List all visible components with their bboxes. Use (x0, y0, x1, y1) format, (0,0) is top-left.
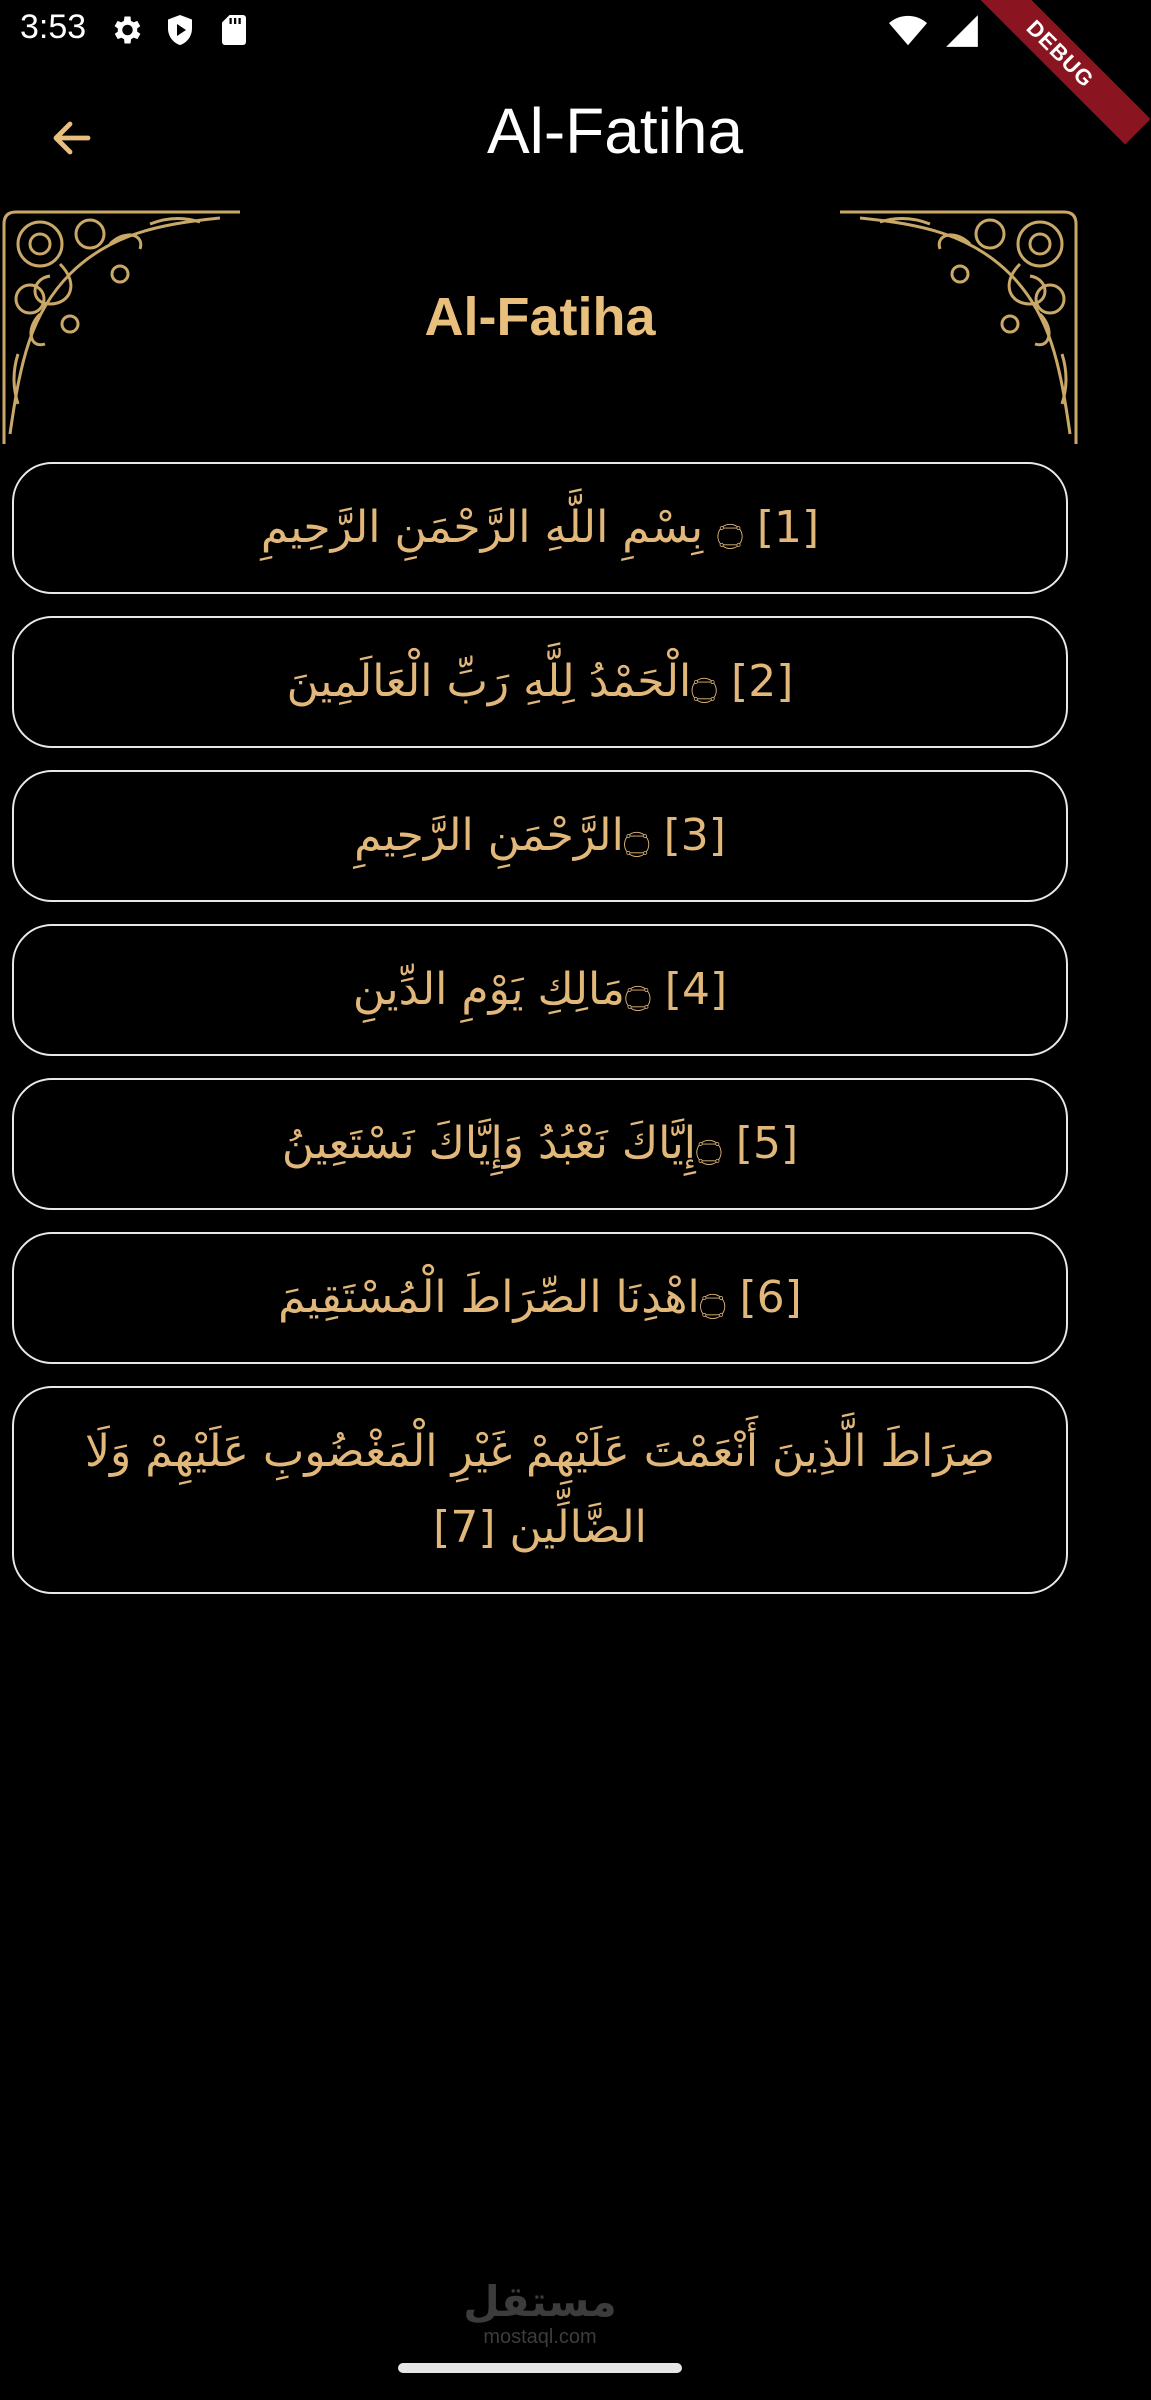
ayah-card-7[interactable] (12, 1386, 1068, 1594)
ayah-text: [1] ۝ بِسْمِ اللَّهِ الرَّحْمَنِ الرَّحِيمِ (260, 502, 820, 553)
ayah-card-4[interactable] (12, 924, 1068, 1056)
ayah-text: [5] ۝إِيَّاكَ نَعْبُدُ وَإِيَّاكَ نَسْتَعِينُ (281, 1118, 799, 1169)
settings-icon (108, 12, 144, 52)
watermark-logo: مستقل (463, 2277, 617, 2326)
ayah-card-1[interactable] (12, 462, 1068, 594)
ayah-text: [6] ۝اهْدِنَا الصِّرَاطَ الْمُسْتَقِيمَ (278, 1272, 802, 1323)
status-icons-left (108, 12, 252, 52)
ayah-card-3[interactable] (12, 770, 1068, 902)
home-indicator[interactable] (398, 2363, 682, 2373)
ayah-text: صِرَاطَ الَّذِينَ أَنْعَمْتَ عَلَيْهِمْ غَيْرِ الْمَغْضُوبِ عَلَيْهِمْ وَلَا الضَّالِّين [7] (84, 1426, 996, 1553)
page-title: Al-Fatiha (486, 95, 744, 167)
shield-icon (162, 12, 198, 52)
watermark (0, 2278, 1080, 2349)
ayah-list (12, 462, 1068, 1616)
ayah-text: [3] ۝الرَّحْمَنِ الرَّحِيمِ (354, 810, 726, 861)
debug-banner-label: DEBUG (969, 0, 1150, 145)
ayah-card-2[interactable] (12, 616, 1068, 748)
status-time: 3:53 (20, 8, 87, 46)
surah-heading: Al-Fatiha (424, 287, 656, 347)
app-bar (0, 64, 1080, 208)
ayah-text: [2] ۝الْحَمْدُ لِلَّهِ رَبِّ الْعَالَمِينَ (286, 656, 794, 707)
wifi-icon (888, 12, 928, 54)
ayah-card-5[interactable] (12, 1078, 1068, 1210)
sd-card-icon (216, 12, 252, 52)
ayah-text: [4] ۝مَالِكِ يَوْمِ الدِّينِ (352, 964, 728, 1015)
ayah-card-6[interactable] (12, 1232, 1068, 1364)
status-bar (0, 0, 1080, 64)
watermark-url: mostaql.com (483, 2326, 597, 2348)
